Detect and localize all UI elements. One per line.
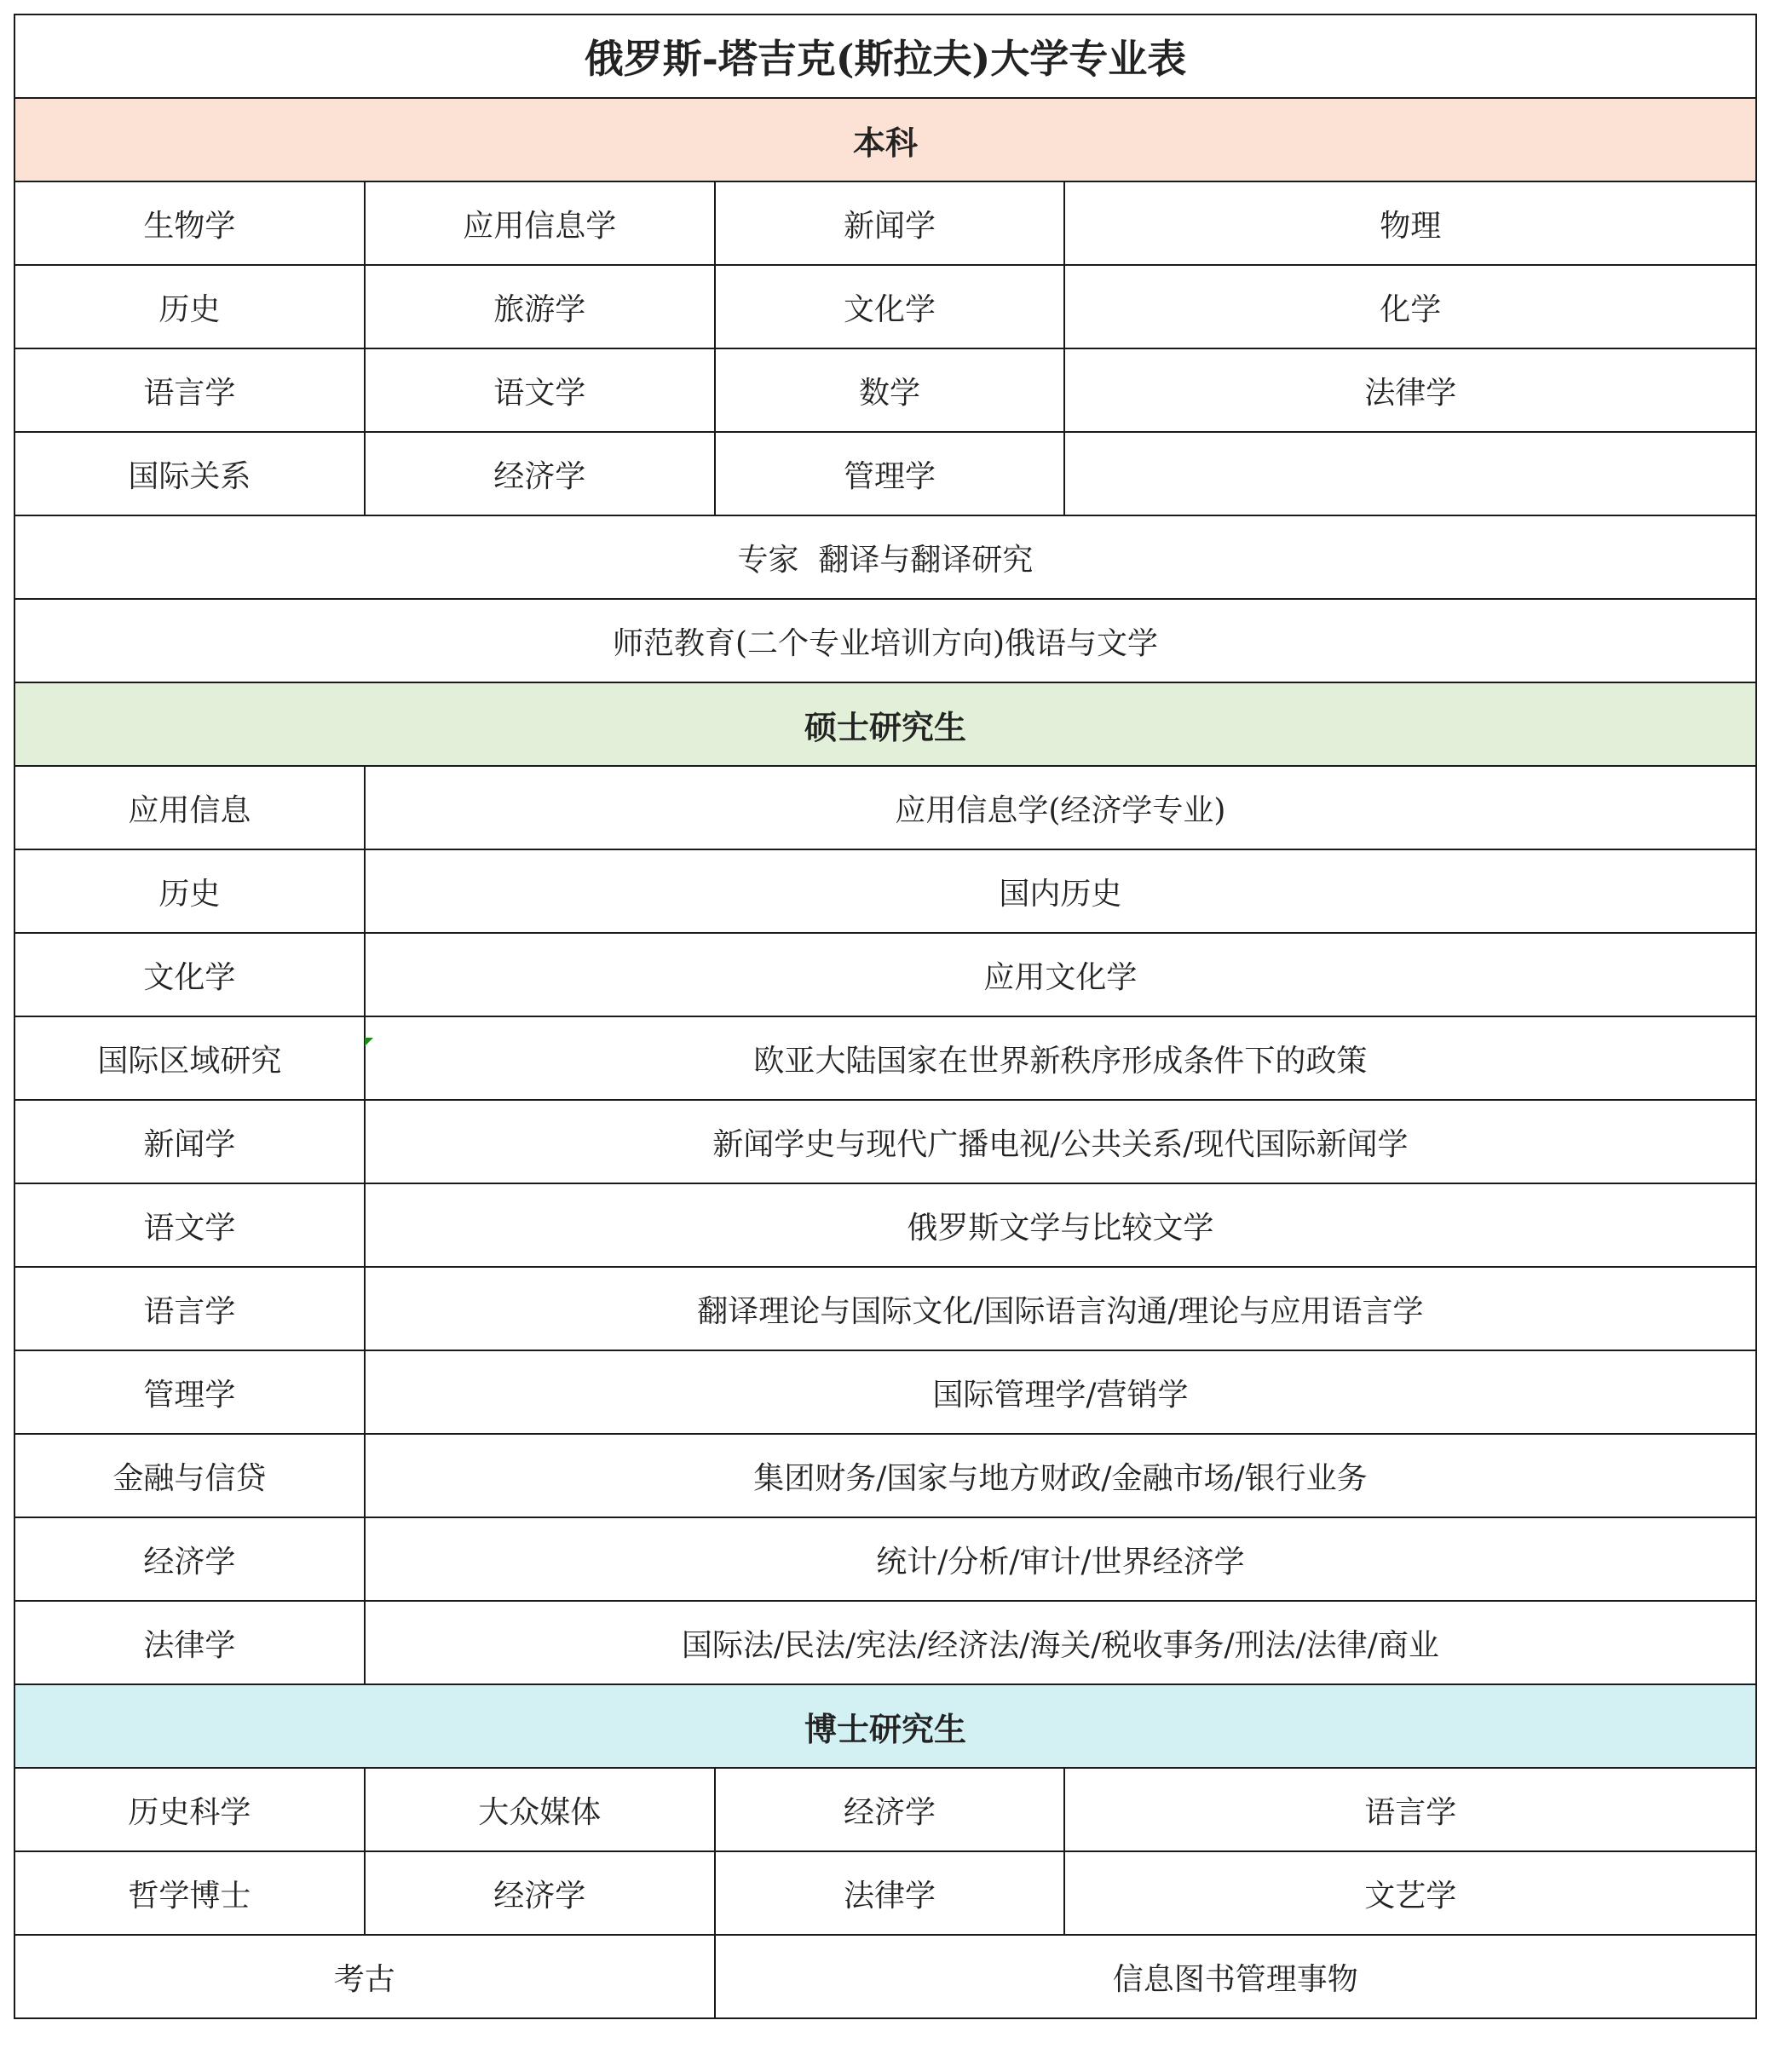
table-row — [14, 1935, 1756, 2018]
programs-cell: 应用文化学 — [365, 933, 1756, 1016]
table-row — [14, 933, 1756, 1016]
table-cell: 语文学 — [365, 348, 715, 432]
table-row — [14, 1016, 1756, 1100]
table-row — [14, 432, 1756, 515]
programs-cell: 翻译理论与国际文化/国际语言沟通/理论与应用语言学 — [365, 1267, 1756, 1350]
table-row — [14, 766, 1756, 849]
field-cell: 管理学 — [14, 1350, 365, 1434]
table-row — [14, 1601, 1756, 1684]
specialist-row — [14, 515, 1756, 599]
table-cell: 大众媒体 — [365, 1768, 715, 1851]
table-cell: 文艺学 — [1064, 1851, 1756, 1935]
table-cell: 物理 — [1064, 181, 1756, 265]
table-row — [14, 265, 1756, 348]
table-row — [14, 1183, 1756, 1267]
table-cell: 历史 — [14, 265, 365, 348]
programs-cell: 国际管理学/营销学 — [365, 1350, 1756, 1434]
table-cell: 考古 — [14, 1935, 715, 2018]
section-undergrad-heading: 本科 — [14, 98, 1756, 181]
table-cell — [1064, 432, 1756, 515]
cell-comment-marker — [365, 1038, 373, 1046]
table-cell: 历史科学 — [14, 1768, 365, 1851]
table-cell: 文化学 — [715, 265, 1065, 348]
section-doctoral-heading: 博士研究生 — [14, 1684, 1756, 1768]
table-row — [14, 1100, 1756, 1183]
teacher-education-row: 师范教育(二个专业培训方向)俄语与文学 — [14, 599, 1756, 682]
field-cell: 国际区域研究 — [14, 1016, 365, 1100]
table-cell: 哲学博士 — [14, 1851, 365, 1935]
table-cell: 语言学 — [14, 348, 365, 432]
table-cell: 法律学 — [1064, 348, 1756, 432]
table-row — [14, 1768, 1756, 1851]
field-cell: 文化学 — [14, 933, 365, 1016]
field-cell: 应用信息 — [14, 766, 365, 849]
table-cell: 国际关系 — [14, 432, 365, 515]
table-cell: 语言学 — [1064, 1768, 1756, 1851]
majors-table — [14, 14, 1757, 2019]
table-cell: 信息图书管理事物 — [715, 1935, 1756, 2018]
page-title: 俄罗斯-塔吉克(斯拉夫)大学专业表 — [14, 14, 1756, 98]
programs-cell: 统计/分析/审计/世界经济学 — [365, 1517, 1756, 1601]
table-cell: 数学 — [715, 348, 1065, 432]
field-cell: 历史 — [14, 849, 365, 933]
section-masters-heading: 硕士研究生 — [14, 682, 1756, 766]
table-row — [14, 348, 1756, 432]
table-row — [14, 1517, 1756, 1601]
field-cell: 法律学 — [14, 1601, 365, 1684]
programs-cell: 国内历史 — [365, 849, 1756, 933]
field-cell: 语言学 — [14, 1267, 365, 1350]
table-row — [14, 1851, 1756, 1935]
table-cell: 化学 — [1064, 265, 1756, 348]
table-cell: 应用信息学 — [365, 181, 715, 265]
table-cell: 管理学 — [715, 432, 1065, 515]
programs-cell: 新闻学史与现代广播电视/公共关系/现代国际新闻学 — [365, 1100, 1756, 1183]
programs-cell: 欧亚大陆国家在世界新秩序形成条件下的政策 — [365, 1016, 1756, 1100]
table-cell: 法律学 — [715, 1851, 1065, 1935]
table-row — [14, 1350, 1756, 1434]
field-cell: 新闻学 — [14, 1100, 365, 1183]
specialist-text: 专家 翻译与翻译研究 — [737, 542, 1034, 578]
table-cell: 旅游学 — [365, 265, 715, 348]
programs-cell: 俄罗斯文学与比较文学 — [365, 1183, 1756, 1267]
table-row — [14, 1267, 1756, 1350]
field-cell: 经济学 — [14, 1517, 365, 1601]
field-cell: 金融与信贷 — [14, 1434, 365, 1517]
table-cell: 经济学 — [715, 1768, 1065, 1851]
table-row — [14, 1434, 1756, 1517]
table-cell: 经济学 — [365, 1851, 715, 1935]
programs-cell: 集团财务/国家与地方财政/金融市场/银行业务 — [365, 1434, 1756, 1517]
field-cell: 语文学 — [14, 1183, 365, 1267]
table-row — [14, 849, 1756, 933]
programs-cell: 国际法/民法/宪法/经济法/海关/税收事务/刑法/法律/商业 — [365, 1601, 1756, 1684]
table-cell: 新闻学 — [715, 181, 1065, 265]
table-cell: 经济学 — [365, 432, 715, 515]
programs-cell: 应用信息学(经济学专业) — [365, 766, 1756, 849]
table-row — [14, 181, 1756, 265]
table-cell: 生物学 — [14, 181, 365, 265]
